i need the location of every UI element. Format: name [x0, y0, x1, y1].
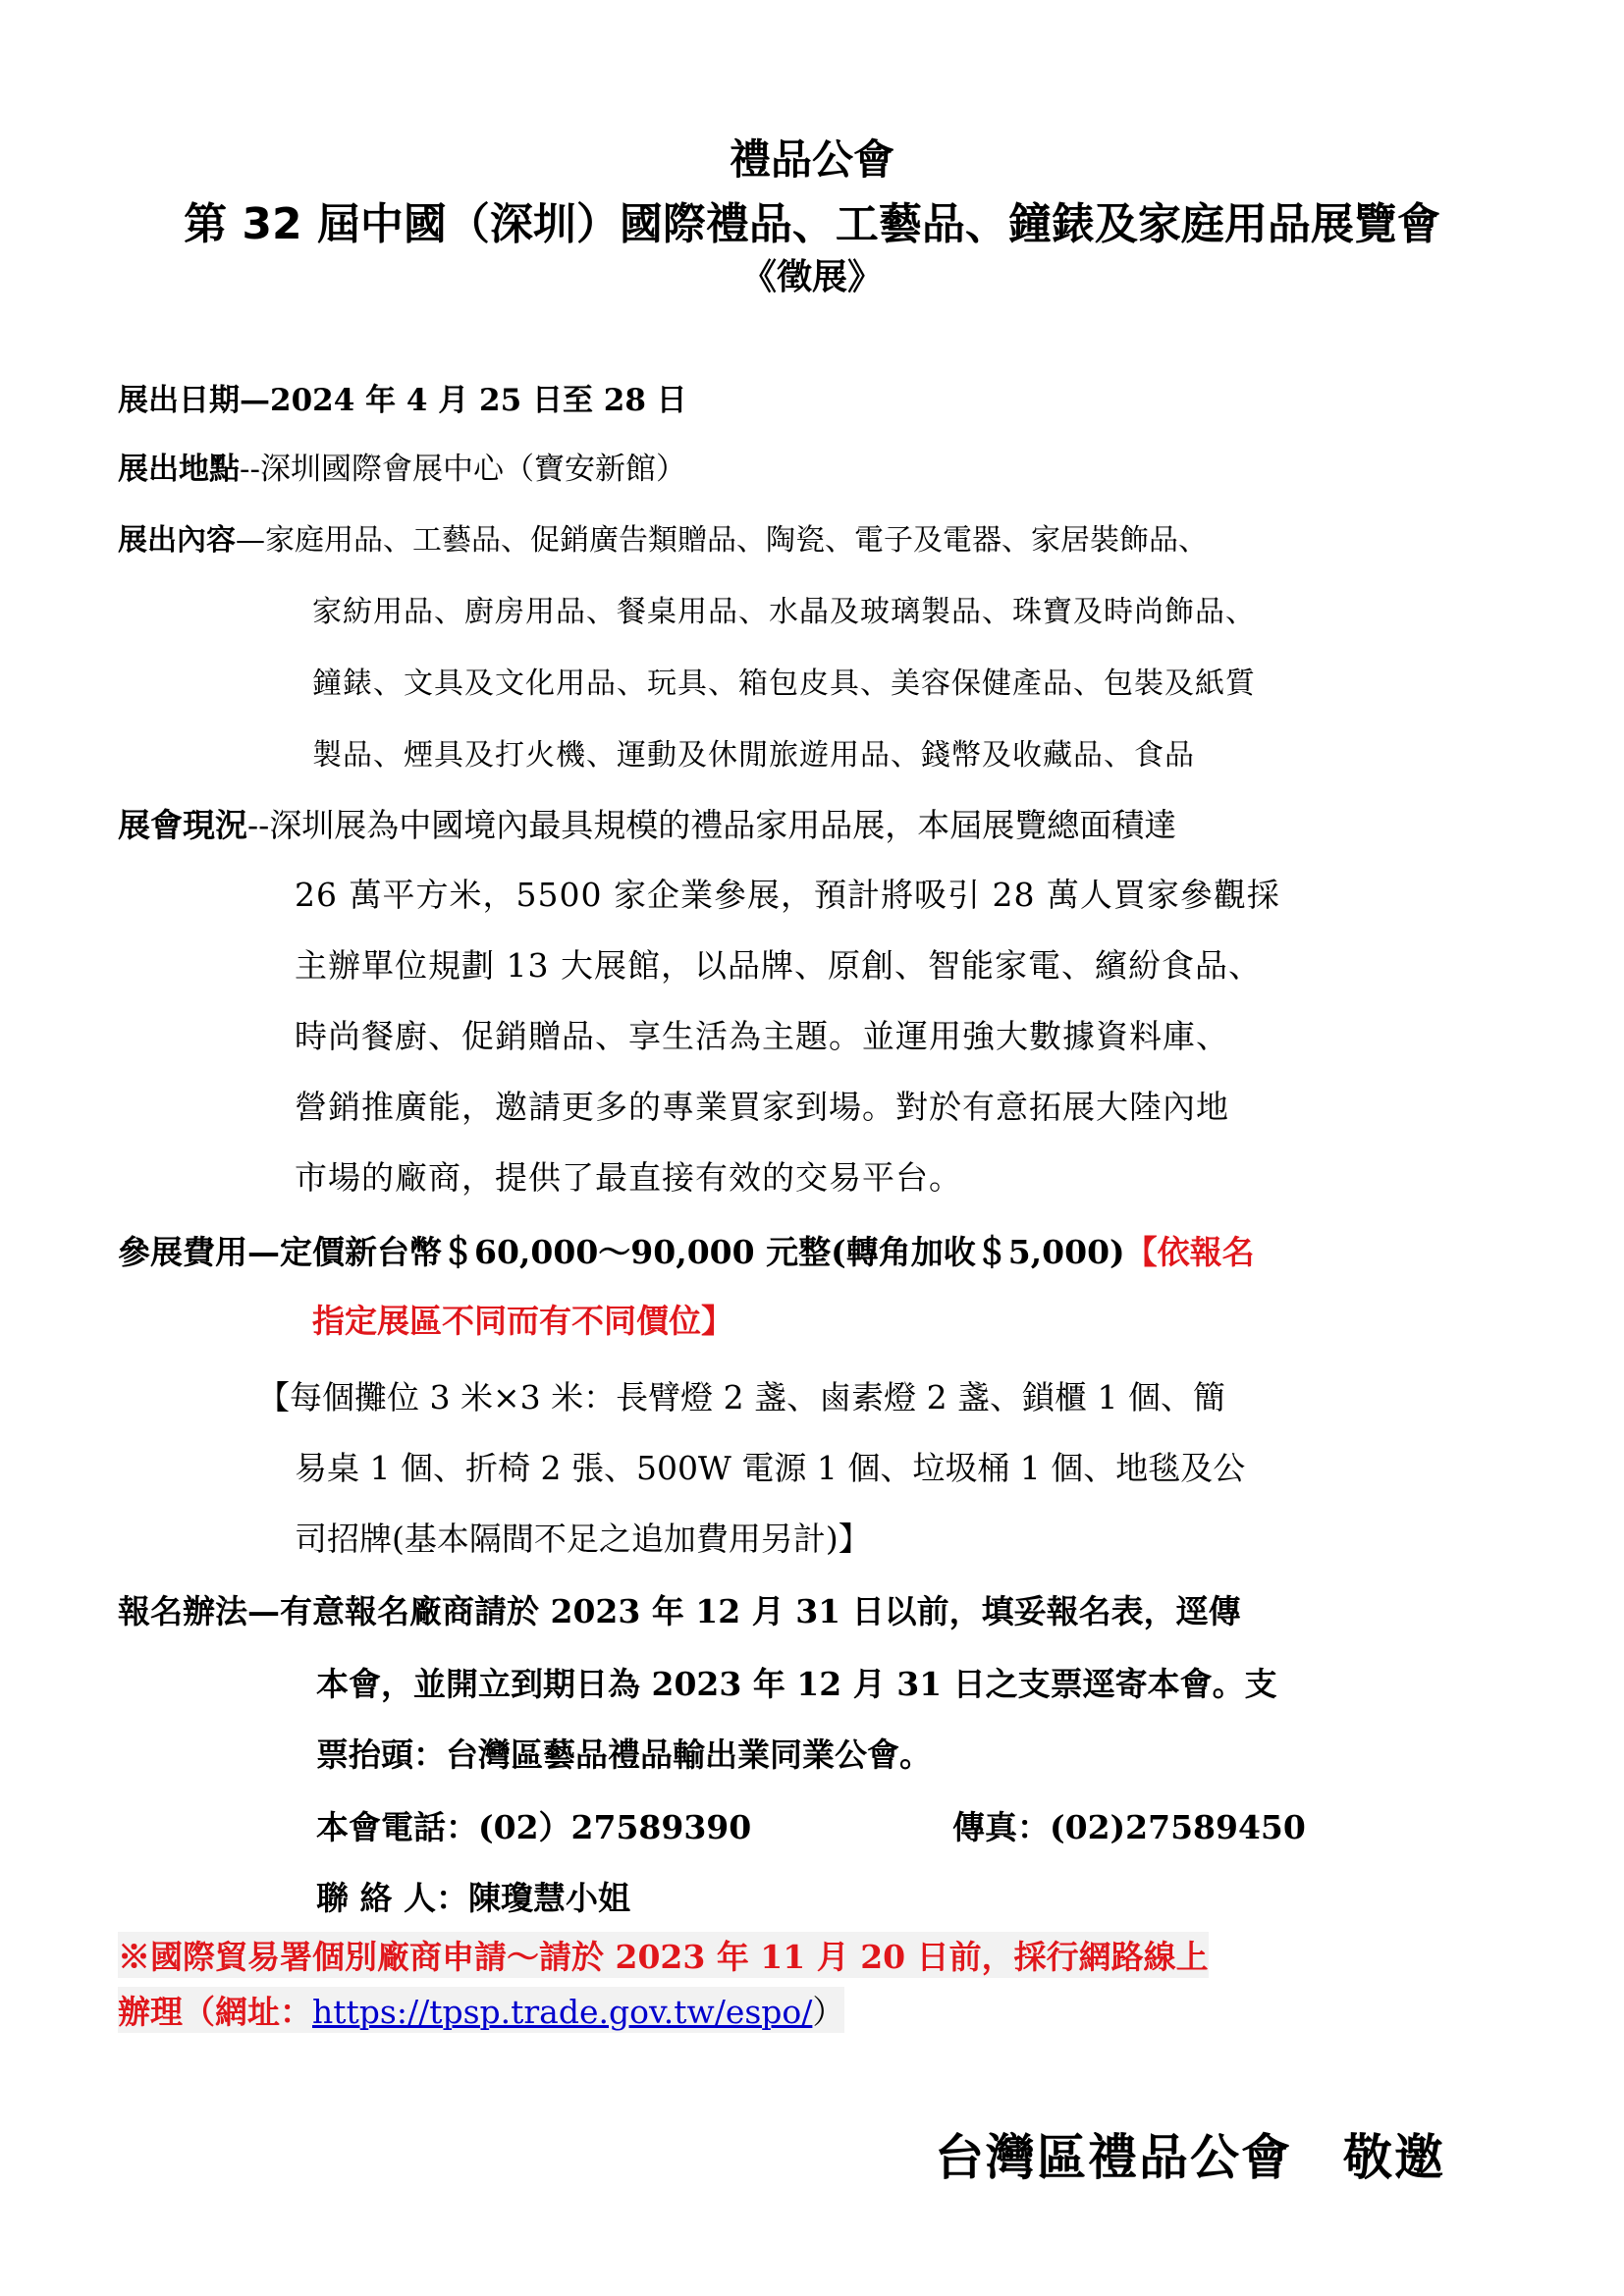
status-line: 26 萬平方米，5500 家企業參展，預計將吸引 28 萬人買家參觀採: [295, 876, 1280, 914]
date-value: —2024 年 4 月 25 日至 28 日: [240, 383, 687, 418]
register-contact: 聯 絡 人：陳瓊慧小姐: [316, 1879, 630, 1917]
fee-note-line2: 指定展區不同而有不同價位】: [312, 1302, 733, 1340]
espo-link[interactable]: https://tpsp.trade.gov.tw/espo/: [312, 1993, 813, 2031]
content-line: 鐘錶、文具及文化用品、玩具、箱包皮具、美容保健產品、包裝及紙質: [312, 667, 1256, 701]
content-line: —家庭用品、工藝品、促銷廣告類贈品、陶瓷、電子及電器、家居裝飾品、: [236, 523, 1208, 558]
content-label: 展出內容: [118, 523, 236, 558]
fee-row: [118, 1227, 1255, 1273]
status-line: --深圳展為中國境內最具規模的禮品家用品展，本屆展覽總面積達: [247, 806, 1177, 844]
booth-line: 司招牌(基本隔間不足之追加費用另計)】: [295, 1520, 871, 1558]
content-line: 製品、煙具及打火機、運動及休閒旅遊用品、錢幣及收藏品、食品: [312, 738, 1195, 773]
notice-line2: [118, 1987, 844, 2033]
notice-line1: ※國際貿易署個別廠商申請～請於 2023 年 11 月 20 日前，採行網路線上: [118, 1932, 1209, 1978]
register-fax: 傳真：(02)27589450: [952, 1808, 1306, 1846]
register-label: 報名辦法: [118, 1592, 247, 1630]
content-row: [118, 515, 1208, 559]
register-row: [118, 1586, 1241, 1632]
notice-suffix: ）: [812, 1993, 845, 2031]
register-line: —有意報名廠商請於 2023 年 12 月 31 日以前，填妥報名表，逕傳: [247, 1592, 1241, 1630]
content-line: 家紡用品、廚房用品、餐桌用品、水晶及玻璃製品、珠寶及時尚飾品、: [312, 595, 1256, 629]
event-title: 第 32 屆中國（深圳）國際禮品、工藝品、鐘錶及家庭用品展覽會: [184, 199, 1440, 249]
fee-value: —定價新台幣＄60,000～90,000 元整(轉角加收＄5,000): [247, 1233, 1125, 1271]
org-title: 禮品公會: [729, 135, 894, 184]
venue-value: --深圳國際會展中心（寶安新館）: [240, 452, 686, 487]
venue-label: 展出地點: [118, 452, 240, 487]
register-phone: 本會電話：(02）27589390: [316, 1808, 752, 1846]
notice-prefix: 辦理（網址：: [118, 1993, 312, 2031]
fee-note: 【依報名: [1124, 1233, 1255, 1271]
fee-label: 參展費用: [118, 1233, 247, 1271]
register-line: 本會，並開立到期日為 2023 年 12 月 31 日之支票逕寄本會。支: [316, 1665, 1277, 1703]
footer-signature: 台灣區禮品公會 敬邀: [935, 2129, 1445, 2186]
status-row: [118, 800, 1176, 846]
date-label: 展出日期: [118, 383, 240, 418]
status-label: 展會現況: [118, 806, 247, 844]
subtitle: 《徵展》: [740, 257, 883, 297]
booth-line: 【每個攤位 3 米×3 米：長臂燈 2 盞、鹵素燈 2 盞、鎖櫃 1 個、簡: [257, 1378, 1226, 1416]
status-line: 主辦單位規劃 13 大展館，以品牌、原創、智能家電、繽紛食品、: [295, 946, 1262, 985]
booth-line: 易桌 1 個、折椅 2 張、500W 電源 1 個、垃圾桶 1 個、地毯及公: [295, 1449, 1246, 1487]
status-line: 市場的廠商，提供了最直接有效的交易平台。: [295, 1158, 962, 1197]
date-row: [118, 375, 687, 419]
status-line: 時尚餐廚、促銷贈品、享生活為主題。並運用強大數據資料庫、: [295, 1017, 1229, 1055]
status-line: 營銷推廣能，邀請更多的專業買家到場。對於有意拓展大陸內地: [295, 1088, 1229, 1126]
register-line: 票抬頭：台灣區藝品禮品輸出業同業公會。: [316, 1735, 932, 1774]
venue-row: [118, 444, 686, 488]
